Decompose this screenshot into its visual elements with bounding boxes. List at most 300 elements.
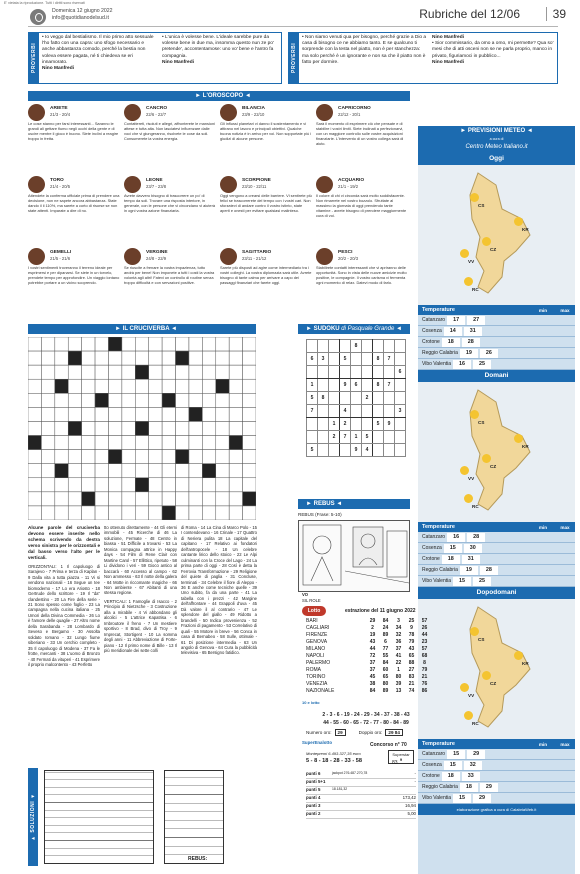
- crossword-cell: [122, 464, 135, 478]
- sudoku-cell[interactable]: [340, 444, 351, 457]
- sudoku-cell[interactable]: 1: [329, 418, 340, 431]
- proverb-item: • Non siamo venuti qua per bisogno, perché grazie a Dio a casa di bisogno ce ne abbiamo tanto. E se qualcuno ti sorprende con la testa nel piatto, non è per stanchezza: ma solo perché è un ignorante e non sa che il piatto non è fatto per dormire.: [302, 35, 427, 65]
- proverbi-label: PROVERBI: [289, 33, 299, 83]
- sun-icon: [514, 434, 523, 443]
- zodiac-icon: [316, 104, 333, 121]
- sudoku-cell[interactable]: [384, 405, 395, 418]
- crossword-cell: [189, 393, 202, 407]
- crossword-cell: [216, 365, 229, 379]
- crossword-cell: [189, 492, 202, 506]
- crossword-cell: [243, 421, 256, 435]
- sign-dates: 21/5 - 21/6: [50, 256, 71, 261]
- sun-icon: [514, 651, 523, 660]
- temperature-row: Reggio Calabria 18 29: [418, 782, 575, 793]
- soluzioni-label: ► SOLUZIONI ◄: [28, 768, 38, 866]
- crossword-cell: [149, 421, 162, 435]
- oro-row: Numero oro: 29 Doppio oro: 29 84: [306, 729, 403, 736]
- sign-text: Sarà il momento di esprimere ciò che pensate e di stabilire i vostri limiti. Siete inclinati a perfezionarvi, con un maggiore controllo sulle vostre acquisizioni finanziarie. L'intervento di un vostro collega sarà di aiuto.: [316, 121, 404, 146]
- crossword-cell: [41, 464, 54, 478]
- crossword-cell: [95, 337, 108, 351]
- crossword-cell: [176, 421, 189, 435]
- temperature-row: Cosenza 15 30: [418, 543, 575, 554]
- sudoku-cell[interactable]: 8: [318, 392, 329, 405]
- sudoku-cell[interactable]: [395, 444, 406, 457]
- temperature-row: Vibo Valentia 15 29: [418, 793, 575, 804]
- crossword-cell: [135, 337, 148, 351]
- crossword-cell: [229, 393, 242, 407]
- sudoku-cell[interactable]: 1: [351, 431, 362, 444]
- sudoku-cell[interactable]: 2: [329, 431, 340, 444]
- crossword-cell: [41, 351, 54, 365]
- sudoku-cell[interactable]: 7: [307, 405, 318, 418]
- sudoku-cell[interactable]: 5: [362, 431, 373, 444]
- crossword-cell: [162, 506, 175, 520]
- sudoku-cell[interactable]: [307, 340, 318, 353]
- crossword-cell: [189, 365, 202, 379]
- crossword-cell: [229, 464, 242, 478]
- jolly-value: 83: [392, 760, 398, 766]
- sudoku-cell[interactable]: [362, 353, 373, 366]
- crossword-cell: [243, 379, 256, 393]
- sudoku-cell[interactable]: [384, 392, 395, 405]
- crossword-cell: [229, 478, 242, 492]
- sudoku-bar: ► SUDOKU di Pasquale Grande ◄: [298, 324, 410, 334]
- sudoku-cell[interactable]: [362, 379, 373, 392]
- crossword-cell: [229, 450, 242, 464]
- crossword-cell: [216, 450, 229, 464]
- crossword-cell: [41, 379, 54, 393]
- zodiac-icon: [316, 176, 333, 193]
- crossword-cell: [95, 492, 108, 506]
- sign-text: Gli influssi planetari vi danno il sostentamento e vi attirano nel lavoro e principali obiettivi. Qualche buona notizia è in arrivo per voi. Non sopportate più i giudizi di alcune persone.: [220, 121, 312, 141]
- temperature-row: Crotone 18 33: [418, 771, 575, 782]
- crossword-cell: [122, 450, 135, 464]
- sign-dates: 21/3 - 20/4: [50, 112, 71, 117]
- sudoku-cell[interactable]: [318, 366, 329, 379]
- crossword-cell: [108, 379, 121, 393]
- crossword-cell: [202, 506, 215, 520]
- sun-icon: [460, 249, 469, 258]
- map-city-label: VV: [468, 476, 475, 481]
- sudoku-cell[interactable]: [318, 405, 329, 418]
- crossword-cell: [162, 421, 175, 435]
- crossword-cell: [28, 337, 41, 351]
- crossword-cell: [68, 436, 81, 450]
- rebus-caption-left: VO: [302, 592, 309, 597]
- sudoku-cell[interactable]: 3: [318, 353, 329, 366]
- sign-name: PESCI: [338, 250, 353, 255]
- temperature-row: Crotone 18 31: [418, 554, 575, 565]
- crossword-clues-2: tto ottenuto direttamente - 44 Gli eterni immobili - 45 Ricerche di 46 La soluzione, Fermate - 48 Centro in biassa - 51 Difficile a trovarsi - 53 La Monica compagna attrice in Happy days - 54 Film di Rene Clair con Martine Carol - 57 Ellittico, ripetuto - 58 Li dividono i veri - 59 Gioco antico al baccarà - 60 Accesso al campo - 62 Non ammesso - 63 Il notte della galera - 64 Motte in riccomante magiche - 66 Non ambiente - 67 Abitanti di una stessa regione. VERTICALI: 1 Famoglie di Isacco - 2 Principio di Nietzsche - 3 Costruzione alla a mirabile - 4 Vi abbondano gli alcolici - 5 L'attrice Kapatrisa - 6 Imbroutore il freno - 7 Un mestiere sportivo - 8 Brad, divo di Troy - 9 Imprecat, Stortigent - 10 La somma degli anni - 11 Abbreviazione di Forte-piano - 12 Il primo nome di Bille - 13 Il più meridionale dei sette colli: [104, 525, 177, 653]
- sign-name: VERGINE: [146, 250, 168, 255]
- meteo-header: ► PREVISIONI METEO ◄: [418, 126, 575, 137]
- crossword-cell: [135, 365, 148, 379]
- crossword-cell: [162, 436, 175, 450]
- sign-text: I vostri sentimenti troveranno il terreno ideale per esprimersi e per dipanarsi. Se siete in un torvelo, prendete tempo per approfondire. Un viaggio lontano potrebbe portare a un vicino scoprendo.: [28, 265, 120, 285]
- crossword-cell: [28, 464, 41, 478]
- crossword-cell: [68, 407, 81, 421]
- crossword-cell: [108, 337, 121, 351]
- crossword-cell: [28, 492, 41, 506]
- crossword-cell: [202, 436, 215, 450]
- crossword-cell: [55, 506, 68, 520]
- lotto-row: MILANO 44 77 37 43 57: [306, 645, 428, 652]
- crossword-cell: [229, 407, 242, 421]
- sign-text: Oggi vengono a crearsi delle barriere. Vi sentirete più felici se trascorrerete del tempo con i vostri cari. Non sforzatevi di andare contro il vostro istinto, state aperti e onesti per evitare qualsiasi malinteso.: [220, 193, 312, 213]
- page-title: Rubriche del 12/06: [419, 7, 520, 21]
- header-email[interactable]: info@quotidianodelsud.it: [52, 15, 109, 21]
- crossword-cell: [68, 478, 81, 492]
- crossword-cell: [68, 421, 81, 435]
- sudoku-cell[interactable]: [384, 366, 395, 379]
- meteo-day-title[interactable]: Dopodomani: [418, 587, 575, 599]
- crossword-cell: [68, 506, 81, 520]
- sudoku-cell[interactable]: [318, 431, 329, 444]
- sudoku-cell[interactable]: 6: [395, 366, 406, 379]
- crossword-cell: [68, 450, 81, 464]
- sun-icon: [470, 193, 479, 202]
- sudoku-cell[interactable]: [395, 340, 406, 353]
- crossword-intro: Alcune parole del cruciverba devono essere inserite nello schema scrivendo da destra verso sinistra per le orizzontali e dal basso verso l'alto per le verticali. ORIZZONTALI: 1 Il capoluogo di Sarajevo - 7 Prima e terza di Kaplan - 9 Dalla vita a tutta piazza - 11 Vi si vendono nazionali - 16 Segue un tee biomoderno - 17 Lo era Ariosto - 18 Gertrude dello scrittore - 19 Il "da" clandestino - 20 La Fire della serie - 21 Sono spesso come foglio - 23 La campagna nella cucina italiana - 25 Umori della Divina Commedia - 26 Lo è l'amore delle quaglie - 27 Altro nome della Sarabanda - 28 Lombardo di Seveso e Bergamo - 30 Assolta soldato romano - 32 Lungo fiume siberiano - 33 Un cerchio completo - 35 Il capoluogo di Modena - 37 Fa le frotte, mercanti - 38 L'uomo di Bronzo - 40 Fermati da vituperi - 41 Esprimere il proprio malcontento - 43 Perfetto: [28, 525, 100, 667]
- rebus-solution: [232, 770, 258, 864]
- crossword-cell: [82, 365, 95, 379]
- lotto-logo: Lotto: [302, 606, 326, 616]
- sudoku-cell[interactable]: 7: [384, 353, 395, 366]
- crossword-cell: [68, 379, 81, 393]
- sudoku-cell[interactable]: 5: [307, 392, 318, 405]
- sign-name: ACQUARIO: [338, 178, 365, 183]
- crossword-cell: [55, 379, 68, 393]
- crossword-cell: [95, 379, 108, 393]
- sudoku-cell[interactable]: [329, 405, 340, 418]
- sudoku-cell[interactable]: 9: [340, 379, 351, 392]
- newspaper-logo-icon: [30, 9, 46, 25]
- zodiac-icon: [124, 176, 141, 193]
- sign-name: ARIETE: [50, 106, 68, 111]
- sudoku-cell[interactable]: [351, 418, 362, 431]
- sudoku-cell[interactable]: 3: [395, 405, 406, 418]
- crossword-cell: [122, 351, 135, 365]
- crossword-cell: [135, 351, 148, 365]
- rebus-caption-right: SIL ROLE: [302, 598, 321, 603]
- crossword-cell: [149, 436, 162, 450]
- crossword-grid[interactable]: [28, 337, 256, 520]
- sudoku-cell[interactable]: [395, 431, 406, 444]
- crossword-cell: [41, 506, 54, 520]
- crossword-cell: [176, 365, 189, 379]
- crossword-cell: [55, 450, 68, 464]
- map-city-label: CZ: [490, 681, 497, 686]
- crossword-cell: [55, 464, 68, 478]
- sun-icon: [470, 410, 479, 419]
- crossword-cell: [162, 379, 175, 393]
- crossword-cell: [216, 478, 229, 492]
- sudoku-cell[interactable]: 9: [384, 418, 395, 431]
- crossword-cell: [28, 450, 41, 464]
- sudoku-cell[interactable]: [373, 444, 384, 457]
- crossword-cell: [95, 407, 108, 421]
- sudoku-cell[interactable]: [340, 392, 351, 405]
- temperature-row: Catanzaro 15 29: [418, 749, 575, 760]
- crossword-cell: [216, 492, 229, 506]
- sudoku-cell[interactable]: 9: [351, 444, 362, 457]
- sudoku-cell[interactable]: [373, 340, 384, 353]
- crossword-cell: [149, 393, 162, 407]
- crossword-cell: [176, 436, 189, 450]
- sudoku-cell[interactable]: [362, 418, 373, 431]
- crossword-cell: [176, 393, 189, 407]
- sudoku-cell[interactable]: [329, 366, 340, 379]
- sudoku-cell[interactable]: [384, 340, 395, 353]
- sudoku-cell[interactable]: [384, 444, 395, 457]
- crossword-cell: [108, 421, 121, 435]
- crossword-cell: [149, 365, 162, 379]
- crossword-cell: [135, 407, 148, 421]
- meteo-day-title[interactable]: Domani: [418, 370, 575, 382]
- temperature-header: Temperature min max: [418, 739, 575, 749]
- sudoku-cell[interactable]: [373, 431, 384, 444]
- crossword-cell: [95, 351, 108, 365]
- sign-name: CANCRO: [146, 106, 168, 111]
- sudoku-cell[interactable]: 8: [351, 340, 362, 353]
- sudoku-cell[interactable]: [395, 418, 406, 431]
- sudoku-cell[interactable]: [318, 379, 329, 392]
- sudoku-cell[interactable]: [395, 379, 406, 392]
- sign-name: SCORPIONE: [242, 178, 271, 183]
- proverbi-box-left: [28, 32, 282, 84]
- sudoku-cell[interactable]: 6: [351, 379, 362, 392]
- sun-icon: [470, 627, 479, 636]
- crossword-cell: [162, 407, 175, 421]
- temperature-row: Crotone 18 28: [418, 337, 575, 348]
- crossword-cell: [55, 351, 68, 365]
- zodiac-icon: [28, 104, 45, 121]
- sudoku-cell[interactable]: 5: [340, 353, 351, 366]
- sudoku-cell[interactable]: [307, 431, 318, 444]
- sun-icon: [464, 277, 473, 286]
- sudoku-cell[interactable]: [329, 379, 340, 392]
- lotto-row: CAGLIARI 2 24 34 9 26: [306, 624, 428, 631]
- sudoku-cell[interactable]: [362, 405, 373, 418]
- sudoku-cell[interactable]: [318, 444, 329, 457]
- sudoku-cell[interactable]: [329, 353, 340, 366]
- crossword-cell: [108, 464, 121, 478]
- sudoku-grid[interactable]: [306, 339, 406, 457]
- lotto-row: PALERMO 37 84 22 88 8: [306, 659, 426, 666]
- sudoku-cell[interactable]: 5: [373, 418, 384, 431]
- sudoku-cell[interactable]: 4: [340, 405, 351, 418]
- sun-icon: [482, 237, 491, 246]
- crossword-cell: [176, 478, 189, 492]
- sudoku-cell[interactable]: 1: [307, 379, 318, 392]
- rebus-bar: ► REBUS ◄: [298, 499, 410, 509]
- calabria-weather-map: [418, 382, 575, 522]
- sign-text: Il colore di chi vi circonda sarà molto soddisfacente. Non rimarrete nel vostro bozzolo. Sfruttate al massimo la giornata di oggi prendendo tante vitamine - avrete bisogno di prendere maggiormente cura di voi.: [316, 193, 407, 218]
- crossword-cell: [149, 351, 162, 365]
- page-number: 39: [546, 7, 566, 21]
- crossword-cell: [108, 407, 121, 421]
- sudoku-cell[interactable]: 4: [362, 444, 373, 457]
- crossword-cell: [82, 436, 95, 450]
- cruciverba-bar: ► IL CRUCIVERBA ◄: [28, 324, 256, 334]
- superenalotto-prizes: [306, 771, 416, 819]
- crossword-cell: [216, 506, 229, 520]
- oroscopo-section: [28, 104, 412, 328]
- sun-icon: [460, 466, 469, 475]
- map-city-label: CS: [478, 637, 485, 642]
- sudoku-cell[interactable]: 5: [307, 444, 318, 457]
- crossword-cell: [176, 379, 189, 393]
- crossword-cell: [122, 436, 135, 450]
- crossword-cell: [162, 337, 175, 351]
- sudoku-cell[interactable]: [340, 366, 351, 379]
- crossword-cell: [202, 393, 215, 407]
- copyright-note: E' vietata la riproduzione. Tutti i diritti sono riservati: [4, 1, 85, 5]
- sudoku-cell[interactable]: [351, 366, 362, 379]
- crossword-cell: [229, 365, 242, 379]
- crossword-cell: [82, 379, 95, 393]
- sudoku-cell[interactable]: 7: [384, 379, 395, 392]
- zodiac-icon: [220, 104, 237, 121]
- sudoku-cell[interactable]: [362, 366, 373, 379]
- meteo-brand: Centro Meteo Italiano.it: [418, 141, 575, 153]
- crossword-cell: [149, 407, 162, 421]
- crossword-cell: [216, 421, 229, 435]
- sudoku-cell[interactable]: [351, 405, 362, 418]
- crossword-cell: [202, 464, 215, 478]
- sudoku-cell[interactable]: [351, 392, 362, 405]
- crossword-cell: [176, 407, 189, 421]
- crossword-cell: [68, 337, 81, 351]
- crossword-cell: [216, 407, 229, 421]
- sudoku-cell[interactable]: [318, 340, 329, 353]
- crossword-cell: [135, 464, 148, 478]
- sudoku-cell[interactable]: 2: [340, 418, 351, 431]
- proverb-item: • Io veggo dal bestialismo. Il mio primo atto sessuale l'ho fatto con una capra: uno sfogo necessario e anche abbastanza comodo, perché la bestia non voleva essere pagata, né ti chiedeva se eri innamorato. Nino Manfredi: [42, 35, 154, 72]
- sudoku-cell[interactable]: [373, 405, 384, 418]
- crossword-cell: [82, 393, 95, 407]
- crossword-cell: [135, 393, 148, 407]
- sudoku-cell[interactable]: 2: [362, 392, 373, 405]
- crossword-cell: [55, 337, 68, 351]
- superenalotto-logo: SuperEnalotto: [302, 740, 333, 745]
- sudoku-cell[interactable]: [384, 431, 395, 444]
- sudoku-cell[interactable]: [329, 444, 340, 457]
- sign-dates: 20/2 - 20/3: [338, 256, 359, 261]
- sudoku-cell[interactable]: [318, 418, 329, 431]
- crossword-cell: [55, 365, 68, 379]
- temperature-row: Cosenza 15 32: [418, 760, 575, 771]
- sign-dates: 21/1 - 19/2: [338, 184, 359, 189]
- crossword-cell: [243, 337, 256, 351]
- sudoku-cell[interactable]: [373, 366, 384, 379]
- sudoku-cell[interactable]: [340, 340, 351, 353]
- crossword-cell: [243, 506, 256, 520]
- sudoku-cell[interactable]: [395, 392, 406, 405]
- sign-name: BILANCIA: [242, 106, 265, 111]
- map-city-label: VV: [468, 259, 475, 264]
- crossword-cell: [202, 407, 215, 421]
- sudoku-cell[interactable]: 8: [373, 353, 384, 366]
- sign-text: Le cose stanno per farsi interessanti... Saranno le grandi ali gettare fiumo negli occhi della gente e di uscire mentre il gioco è buono. Siete inclini a reagire troppo in fretta.: [28, 121, 119, 141]
- crossword-cell: [28, 393, 41, 407]
- sign-name: LEONE: [146, 178, 163, 183]
- sudoku-cell[interactable]: 8: [373, 379, 384, 392]
- crossword-cell: [202, 492, 215, 506]
- crossword-cell: [68, 365, 81, 379]
- sudoku-cell[interactable]: 7: [340, 431, 351, 444]
- sudoku-cell[interactable]: [373, 392, 384, 405]
- rebus-illustration: [298, 520, 410, 592]
- crossword-cell: [229, 379, 242, 393]
- sign-dates: 22/6 - 22/7: [146, 112, 167, 117]
- zodiac-icon: [28, 176, 45, 193]
- lotto-row: NAPOLI 72 55 41 65 68: [306, 652, 428, 659]
- temperature-row: Vibo Valentia 15 25: [418, 576, 575, 587]
- meteo-day-title[interactable]: Oggi: [418, 153, 575, 165]
- crossword-cell: [68, 351, 81, 365]
- crossword-cell: [82, 478, 95, 492]
- sign-name: SAGITTARIO: [242, 250, 272, 255]
- sign-dates: 23/10 - 22/11: [242, 184, 267, 189]
- crossword-cell: [95, 365, 108, 379]
- sudoku-cell[interactable]: [329, 340, 340, 353]
- prize-row: punti 2 5,00: [306, 811, 416, 819]
- sign-text: Attendete la conferma ufficiale prima di prendere una decisione, non ne sapete ancora abbastanza. State dando il il 110%, ma sarete a corto di risorse se non state attenti. Imparate a dire di no.: [28, 193, 120, 213]
- crossword-cell: [162, 464, 175, 478]
- header-date: Domenica 12 giugno 2022: [52, 8, 113, 14]
- sudoku-cell[interactable]: [395, 353, 406, 366]
- crossword-cell: [149, 506, 162, 520]
- sudoku-cell[interactable]: [329, 392, 340, 405]
- crossword-cell: [122, 421, 135, 435]
- sign-text: Stabilirete contatti interessanti che vi apriranno delle opportunità. Sono in vista delle nuove amicizie molto positive, le compagnie. Il vostro carisma vi fermenta ogni momento di relax. Datevi modo di farlo.: [316, 265, 407, 285]
- crossword-cell: [202, 379, 215, 393]
- sudoku-cell[interactable]: [362, 340, 373, 353]
- sign-dates: 22/12 - 20/1: [338, 112, 361, 117]
- crossword-cell: [189, 407, 202, 421]
- crossword-cell: [149, 379, 162, 393]
- crossword-cell: [189, 337, 202, 351]
- crossword-cell: [28, 436, 41, 450]
- crossword-cell: [135, 478, 148, 492]
- proverb-item: Nino Manfredi • Sior commissario, da omo a omo, mi permette? Qua so' mesi che di atti osceni non se ne parla proprio, manco in privato, figuriamoci in pubblico... Nino Manfredi: [432, 35, 554, 65]
- crossword-cell: [149, 464, 162, 478]
- crossword-cell: [82, 450, 95, 464]
- sudoku-cell[interactable]: [307, 366, 318, 379]
- lotto-row: GENOVA 43 6 36 79 23: [306, 638, 428, 645]
- crossword-cell: [189, 421, 202, 435]
- sudoku-cell[interactable]: [307, 418, 318, 431]
- crossword-cell: [243, 365, 256, 379]
- sudoku-cell[interactable]: 6: [307, 353, 318, 366]
- crossword-cell: [189, 478, 202, 492]
- crossword-cell: [68, 393, 81, 407]
- crossword-cell: [229, 492, 242, 506]
- temperature-header: Temperature min max: [418, 522, 575, 532]
- crossword-cell: [82, 337, 95, 351]
- crossword-cell: [108, 492, 121, 506]
- temperature-row: Reggio Calabria 19 26: [418, 348, 575, 359]
- crossword-cell: [189, 379, 202, 393]
- oroscopo-bar: ► L'OROSCOPO ◄: [28, 91, 410, 101]
- crossword-cell: [176, 492, 189, 506]
- sudoku-cell[interactable]: [351, 353, 362, 366]
- superenalotto-concorso: Concorso n° 70: [370, 742, 407, 748]
- sign-dates: 23/7 - 23/8: [146, 184, 167, 189]
- 10elotto-logo: 10 e lotto: [302, 700, 320, 705]
- map-city-label: RC: [472, 721, 479, 726]
